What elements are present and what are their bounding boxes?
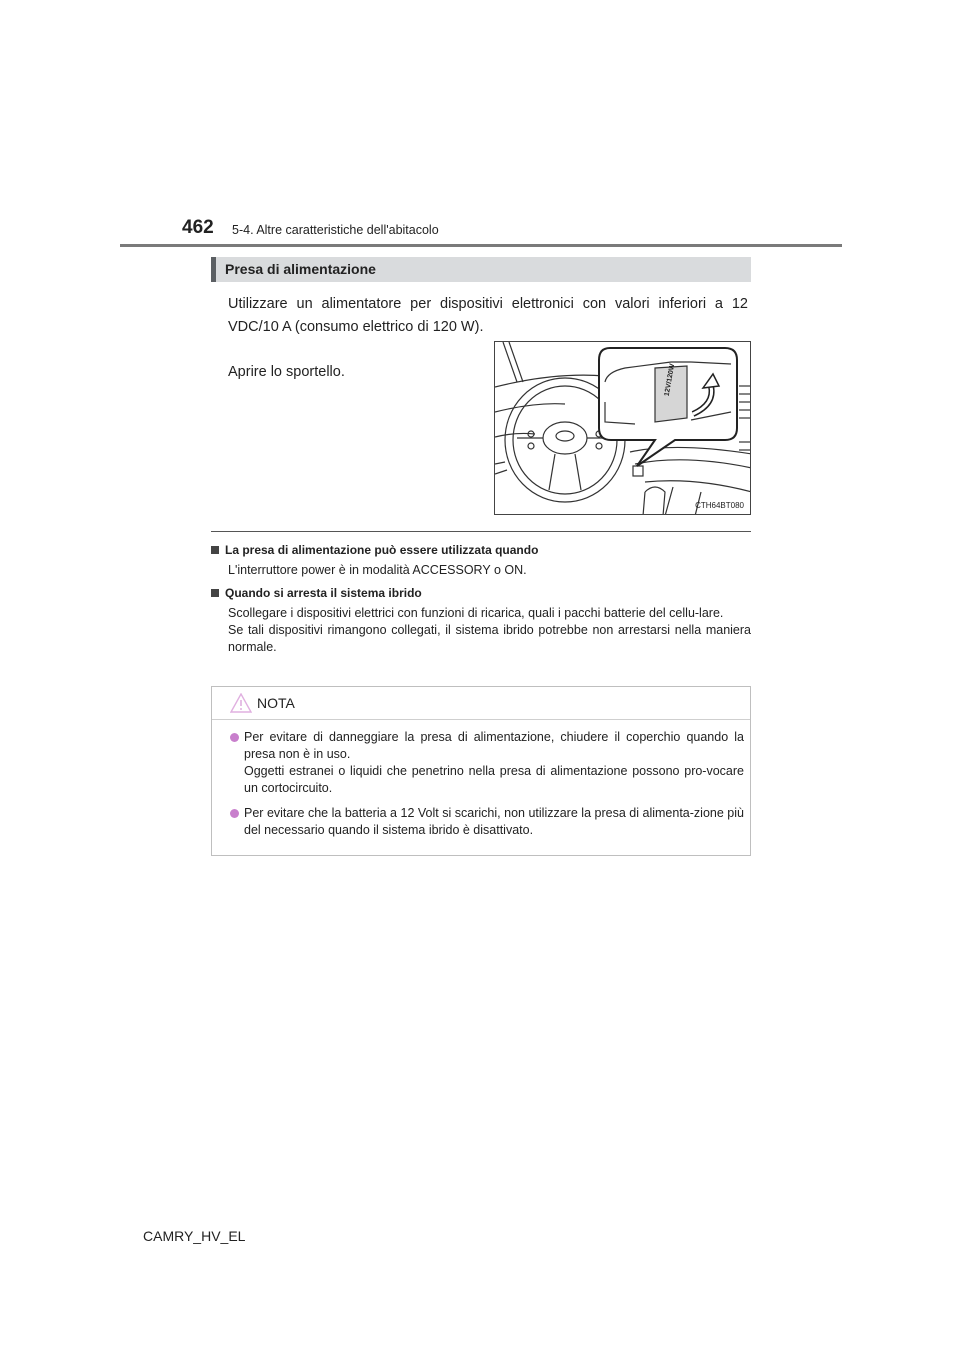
note-item [230,805,744,839]
header-rule [120,244,842,247]
info-heading: La presa di alimentazione può essere utilizzata quando [211,542,751,558]
note-paragraph: Oggetti estranei o liquidi che penetrino nella presa di alimentazione possono pro-vocare un cortocircuito. [244,764,744,795]
outlet-label: 12V/120W [663,363,677,397]
intro-paragraph: Utilizzare un alimentatore per dispositivi elettronici con valori inferiori a 12 VDC/10 A (consumo elettrico di 120 W). [228,296,748,335]
section-title: Presa di alimentazione [225,261,376,277]
footer-model-code: CAMRY_HV_EL [143,1228,246,1244]
info-paragraph: Scollegare i dispositivi elettrici con funzioni di ricarica, quali i pacchi batterie del cellu-lare. [228,606,724,620]
square-bullet-icon [211,589,219,597]
note-title: NOTA [257,695,295,711]
info-paragraph: L'interruttore power è in modalità ACCESSORY o ON. [228,563,527,577]
bullet-dot-icon [230,809,239,818]
note-paragraph: Per evitare che la batteria a 12 Volt si scarichi, non utilizzare la presa di alimenta-zione più del necessario quando il sistema ibrido è disattivato. [244,806,744,837]
dashboard-illustration [495,342,751,515]
step-instruction: Aprire lo sportello. [228,364,345,380]
figure-code: CTH64BT080 [695,501,744,510]
info-heading: Quando si arresta il sistema ibrido [211,585,751,601]
figure-dashboard-outlet [494,341,751,515]
square-bullet-icon [211,546,219,554]
bullet-dot-icon [230,733,239,742]
note-box [211,686,751,856]
running-header: 5-4. Altre caratteristiche dell'abitacolo [232,223,439,237]
info-paragraph: Se tali dispositivi rimangono collegati, il sistema ibrido potrebbe non arrestarsi nella maniera normale. [228,623,751,654]
warning-triangle-icon [230,693,252,713]
page-number: 462 [182,217,214,238]
mid-rule [211,531,751,532]
note-divider [212,719,750,720]
info-block-hybrid-stop [211,585,751,656]
section-band-accent [211,257,216,282]
note-paragraph: Per evitare di danneggiare la presa di alimentazione, chiudere il coperchio quando la presa non è in uso. [244,730,744,761]
section-band [211,257,751,282]
info-block-usage [211,542,751,579]
note-item [230,729,744,797]
